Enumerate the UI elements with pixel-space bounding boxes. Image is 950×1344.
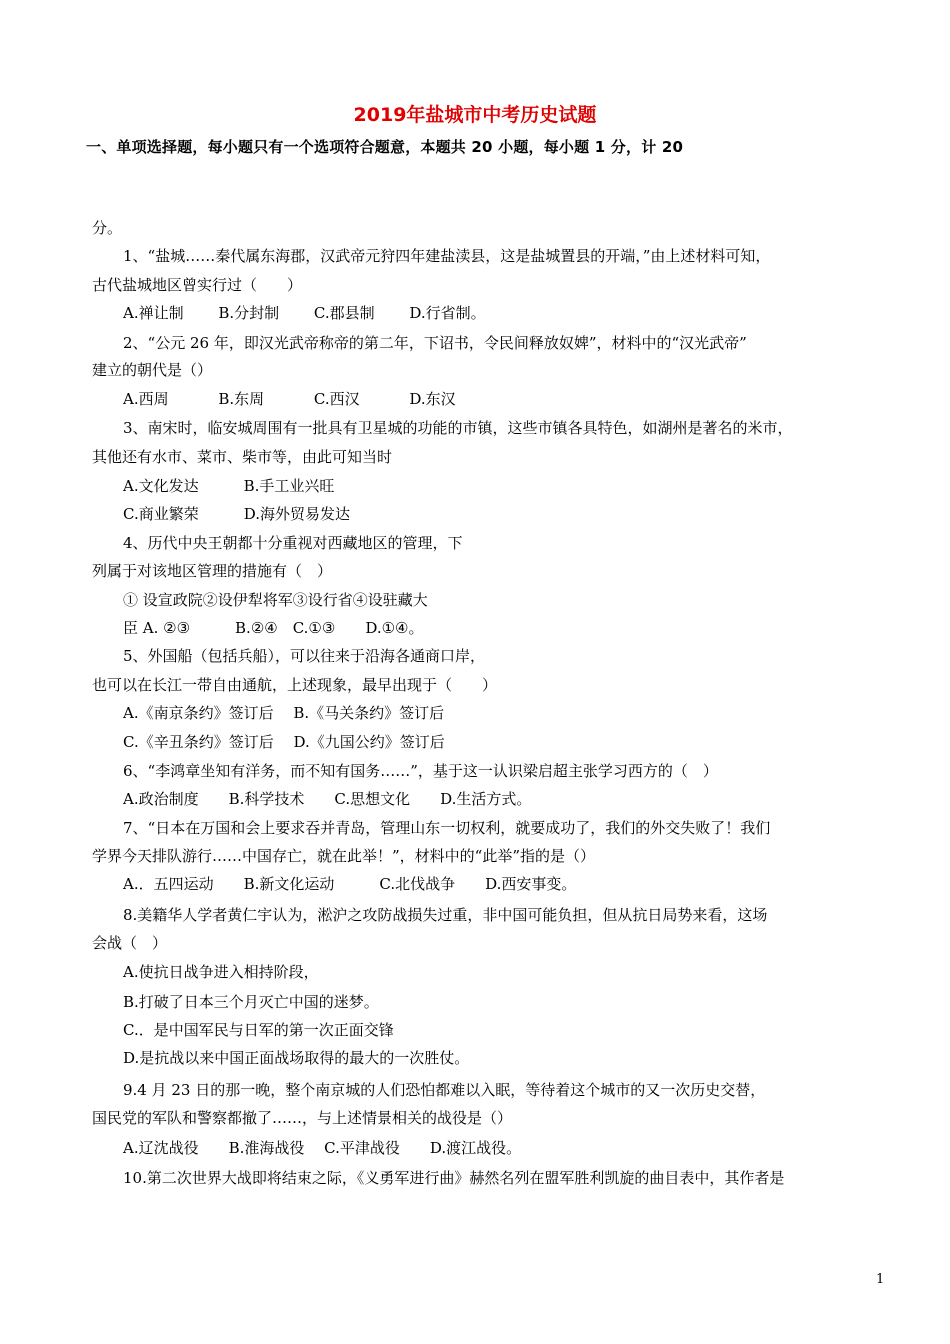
- text-line: 也可以在长江一带自由通航，上述现象，最早出现于（ ）: [92, 676, 498, 694]
- text-line: A.辽沈战役 B.淮海战役 C.平津战役 D.渡江战役。: [123, 1139, 522, 1157]
- text-line: D.是抗战以来中国正面战场取得的最大的一次胜仗。: [123, 1049, 470, 1067]
- text-line: A.西周 B.东周 C.西汉 D.东汉: [123, 390, 456, 408]
- text-line: 臣 A. ②③ B.②④ C.①③ D.①④。: [123, 619, 424, 637]
- text-line: A.政治制度 B.科学技术 C.思想文化 D.生活方式。: [123, 790, 532, 808]
- text-line: 其他还有水市、菜市、柴市等，由此可知当时: [92, 448, 393, 466]
- text-line: 7、“日本在万国和会上要求吞并青岛，管理山东一切权利，就要成功了，我们的外交失败了！我们: [123, 819, 771, 837]
- text-line: 4、历代中央王朝都十分重视对西藏地区的管理，下: [123, 534, 463, 552]
- text-line: C.商业繁荣 D.海外贸易发达: [123, 505, 350, 523]
- text-line: 学界今天排队游行……中国存亡，就在此举！”，材料中的“此举”指的是（）: [92, 847, 596, 865]
- text-line: A.文化发达 B.手工业兴旺: [123, 477, 335, 495]
- text-line: 6、“李鸿章坐知有洋务，而不知有国务……”，基于这一认识梁启超主张学习西方的（ ）: [123, 762, 718, 780]
- text-line: 5、外国船（包括兵船），可以往来于沿海各通商口岸，: [123, 647, 486, 665]
- page-title: 2019年盐城市中考历史试题: [353, 104, 597, 126]
- text-line: 分。: [92, 219, 123, 237]
- text-line: C.．是中国军民与日军的第一次正面交锋: [123, 1021, 394, 1039]
- text-line: A.使抗日战争进入相持阶段，: [123, 963, 319, 981]
- text-line: C.《辛丑条约》签订后 D.《九国公约》签订后: [123, 733, 445, 751]
- text-line: 8.美籍华人学者黄仁宇认为，淞沪之攻防战损失过重，非中国可能负担，但从抗日局势来看，这场: [123, 906, 768, 924]
- text-line: 列属于对该地区管理的措施有（ ）: [92, 562, 333, 580]
- text-line: 10.第二次世界大战即将结束之际，《义勇军进行曲》赫然名列在盟军胜利凯旋的曲目表中，其作者是: [123, 1169, 785, 1187]
- page-number: 1: [876, 1272, 885, 1287]
- text-line: A.．五四运动 B.新文化运动 C.北伐战争 D.西安事变。: [123, 875, 577, 893]
- text-line: B.打破了日本三个月灭亡中国的迷梦。: [123, 993, 379, 1011]
- text-line: ① 设宣政院②设伊犁将军③设行省④设驻藏大: [123, 591, 428, 609]
- text-line: 1、“盐城……秦代属东海郡，汉武帝元狩四年建盐渎县，这是盐城置县的开端，”由上述材料可知，: [123, 247, 771, 265]
- section-heading: 一、单项选择题，每小题只有一个选项符合题意，本题共 20 小题，每小题 1 分，计 20: [86, 138, 684, 156]
- text-line: 9.4 月 23 日的那一晚，整个南京城的人们恐怕都难以入眠，等待着这个城市的又一次历史交替，: [123, 1081, 766, 1099]
- text-line: A.《南京条约》签订后 B.《马关条约》签订后: [123, 704, 445, 722]
- text-line: 3、南宋时，临安城周围有一批具有卫星城的功能的市镇，这些市镇各具特色，如湖州是著名的米市，: [123, 419, 793, 437]
- text-line: 会战（ ）: [92, 934, 168, 952]
- text-line: 2、“公元 26 年，即汉光武帝称帝的第二年，下诏书，令民间释放奴婢”，材料中的“汉光武帝”: [123, 334, 747, 352]
- text-line: 国民党的军队和警察都撤了……，与上述情景相关的战役是（）: [92, 1109, 513, 1127]
- text-line: A.禅让制 B.分封制 C.郡县制 D.行省制。: [123, 304, 486, 322]
- text-line: 古代盐城地区曾实行过（ ）: [92, 276, 303, 294]
- text-line: 建立的朝代是（）: [92, 361, 213, 379]
